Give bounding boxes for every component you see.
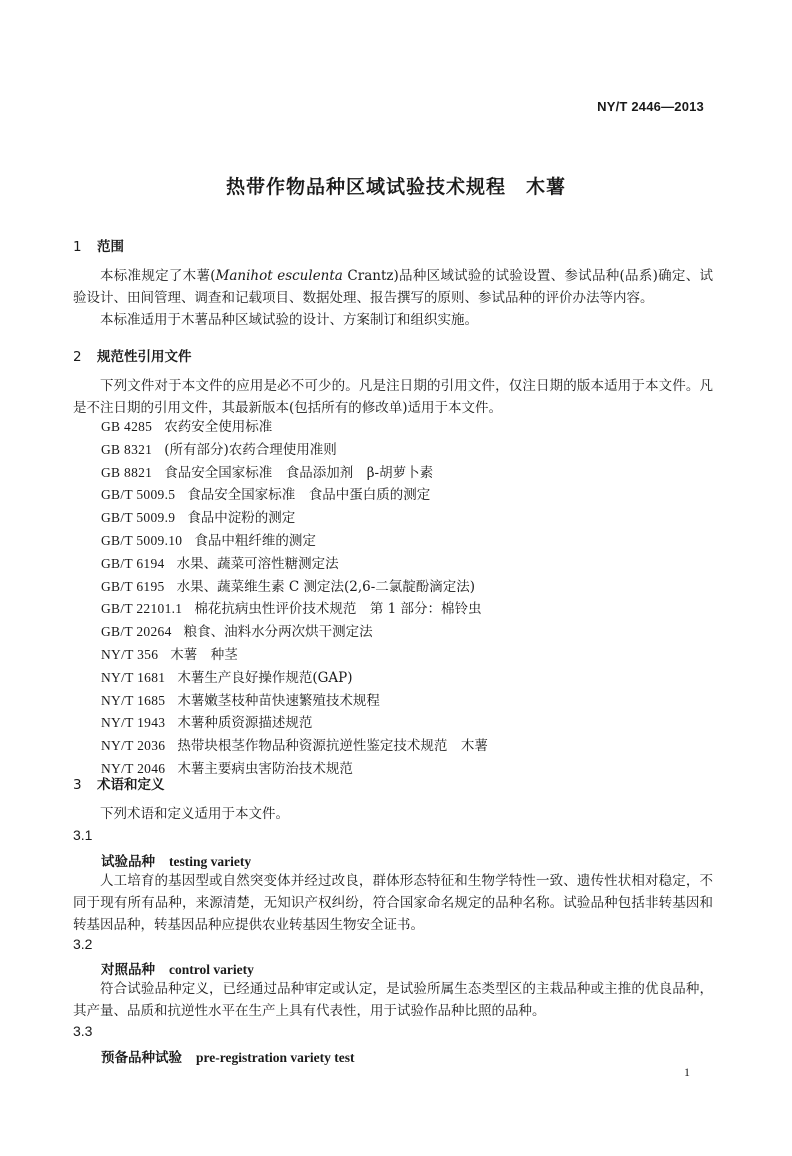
- reference-item: GB/T 5009.10 食品中粗纤维的测定: [101, 532, 316, 549]
- document-title: 热带作物品种区域试验技术规程 木薯: [225, 176, 566, 198]
- term-en: testing variety: [169, 854, 252, 869]
- reference-item: GB/T 5009.9 食品中淀粉的测定: [101, 510, 296, 527]
- section-number: 3: [73, 777, 82, 793]
- section-number: 1: [73, 239, 82, 255]
- reference-item: NY/T 1685 木薯嫩茎枝种苗快速繁殖技术规程: [101, 692, 380, 709]
- term-definition: 人工培育的基因型或自然突变体并经过改良，群体形态特征和生物学特性一致、遗传性状相对稳定，不同于现有所有品种，来源清楚，无知识产权纠纷，符合国家命名规定的品种名称。试验品种包括非转基因和转基因品种，转基因品种应提供农业转基因生物安全证书。: [73, 873, 713, 933]
- section-2-intro: [73, 375, 713, 419]
- term-zh: 对照品种: [101, 962, 155, 978]
- reference-item: GB 8321 (所有部分)农药合理使用准则: [101, 441, 337, 458]
- reference-item: NY/T 1943 木薯种质资源描述规范: [101, 715, 313, 732]
- reference-item: GB 8821 食品安全国家标准 食品添加剂 β-胡萝卜素: [101, 464, 434, 481]
- reference-item: GB/T 6194 水果、蔬菜可溶性糖测定法: [101, 555, 339, 572]
- section-title: 范围: [97, 239, 124, 255]
- section-title: 术语和定义: [97, 777, 165, 793]
- reference-item: GB/T 22101.1 棉花抗病虫性评价技术规范 第 1 部分：棉铃虫: [101, 601, 482, 618]
- reference-item: GB/T 5009.5 食品安全国家标准 食品中蛋白质的测定: [101, 487, 431, 504]
- reference-item: NY/T 1681 木薯生产良好操作规范(GAP): [101, 669, 353, 686]
- reference-list: [101, 416, 488, 781]
- reference-item: GB/T 6195 水果、蔬菜维生素 C 测定法(2,6-二氯靛酚滴定法): [101, 578, 476, 595]
- term-number: 3.3: [73, 1023, 93, 1039]
- section-3-intro: [73, 803, 713, 825]
- section-title: 规范性引用文件: [97, 349, 192, 365]
- term-number: 3.2: [73, 936, 93, 952]
- term-heading: [101, 958, 254, 978]
- term-definition: 符合试验品种定义，已经通过品种审定或认定，是试验所属生态类型区的主栽品种或主推的优良品种，其产量、品质和抗逆性水平在生产上具有代表性，用于试验作品种比照的品种。: [73, 981, 713, 1019]
- terms-intro: 下列术语和定义适用于本文件。: [100, 806, 289, 822]
- term-heading: [101, 850, 251, 870]
- term-en: pre-registration variety test: [196, 1050, 355, 1065]
- page-number: 1: [684, 1065, 690, 1079]
- section-1-heading: [73, 235, 124, 255]
- section-2-heading: [73, 345, 192, 365]
- reference-item: NY/T 2036 热带块根茎作物品种资源抗逆性鉴定技术规范 木薯: [101, 738, 488, 755]
- section-3-heading: [73, 773, 165, 793]
- reference-item: NY/T 2046 木薯主要病虫害防治技术规范: [101, 760, 353, 777]
- reference-item: NY/T 356 木薯 种茎: [101, 646, 238, 663]
- reference-item: GB 4285 农药安全使用标准: [101, 419, 273, 435]
- normative-intro: 下列文件对于本文件的应用是必不可少的。凡是注日期的引用文件，仅注日期的版本适用于本文件。凡是不注日期的引用文件，其最新版本(包括所有的修改单)适用于本文件。: [73, 378, 713, 416]
- scope-paragraph-2: 本标准适用于木薯品种区域试验的设计、方案制订和组织实施。: [100, 312, 478, 328]
- section-1-body: [73, 265, 713, 331]
- term-en: control variety: [169, 962, 254, 977]
- scope-paragraph-1: 本标准规定了木薯(Manihot esculenta Crantz)品种区域试验的试验设置、参试品种(品系)确定、试验设计、田间管理、调查和记载项目、数据处理、报告撰写的原则、参试品种的评价办法等内容。: [73, 268, 713, 306]
- reference-item: GB/T 20264 粮食、油料水分两次烘干测定法: [101, 624, 373, 641]
- standard-number: NY/T 2446—2013: [597, 99, 704, 114]
- term-heading: [101, 1046, 354, 1066]
- section-number: 2: [73, 349, 82, 365]
- term-zh: 试验品种: [101, 854, 155, 870]
- term-zh: 预备品种试验: [101, 1050, 182, 1066]
- term-number: 3.1: [73, 827, 93, 843]
- latin-name: Manihot esculenta: [215, 268, 343, 284]
